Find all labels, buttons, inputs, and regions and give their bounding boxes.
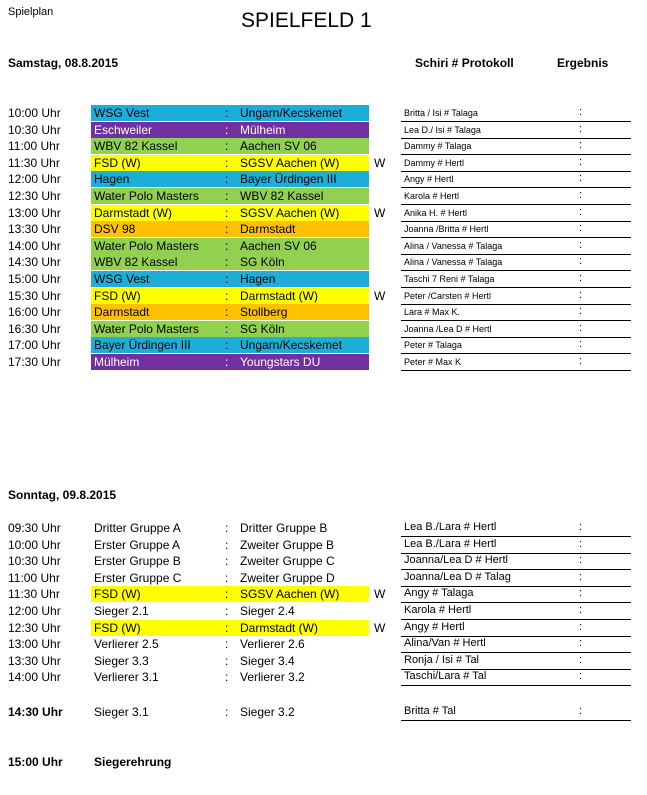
away-team: Zweiter Gruppe C bbox=[240, 554, 335, 569]
result-field: : bbox=[579, 255, 583, 268]
match-time: 10:00 Uhr bbox=[8, 106, 61, 120]
result-field: : bbox=[579, 637, 583, 650]
match-row bbox=[0, 653, 647, 670]
referee-protocol: Karola # Hertl bbox=[404, 191, 460, 201]
home-team: Darmstadt bbox=[94, 305, 150, 320]
result-field: : bbox=[579, 338, 583, 351]
team-separator: : bbox=[225, 705, 229, 719]
match-row bbox=[0, 105, 647, 122]
match-time: 13:30 Uhr bbox=[8, 653, 61, 668]
match-time: 11:30 Uhr bbox=[8, 587, 60, 602]
referee-protocol: Joanna/Lea D # Hertl bbox=[404, 554, 508, 567]
match-time: 16:00 Uhr bbox=[8, 305, 61, 320]
team-separator: : bbox=[225, 189, 229, 203]
referee-protocol: Dammy # Hertl bbox=[404, 157, 465, 168]
match-time: 10:30 Uhr bbox=[8, 554, 61, 569]
away-team: Zweiter Gruppe D bbox=[240, 570, 335, 585]
result-column-header: Ergebnis bbox=[557, 56, 609, 70]
result-field: : bbox=[579, 604, 583, 616]
sunday-heading: Sonntag, 09.8.2015 bbox=[8, 488, 117, 502]
result-field: : bbox=[579, 620, 583, 633]
match-time: 10:00 Uhr bbox=[8, 537, 61, 552]
match-time: 13:30 Uhr bbox=[8, 222, 61, 237]
team-separator: : bbox=[225, 521, 229, 535]
referee-column-header: Schiri # Protokoll bbox=[415, 56, 514, 70]
home-team: Darmstadt (W) bbox=[94, 205, 172, 220]
match-row bbox=[0, 304, 647, 321]
home-team: Hagen bbox=[94, 172, 130, 187]
referee-protocol: Angy # Hertl bbox=[404, 620, 465, 633]
result-field: : bbox=[579, 537, 583, 550]
away-team: SGSV Aachen (W) bbox=[240, 155, 340, 170]
referee-protocol: Taschi 7 Reni # Talaga bbox=[404, 274, 495, 284]
result-field: : bbox=[579, 106, 583, 118]
away-team: SG Köln bbox=[240, 321, 285, 336]
home-team: Erster Gruppe C bbox=[94, 570, 182, 585]
referee-protocol: Lea B./Lara # Hertl bbox=[404, 521, 497, 533]
result-field: : bbox=[579, 554, 583, 567]
referee-protocol: Karola # Hertl bbox=[404, 604, 472, 616]
team-separator: : bbox=[225, 604, 229, 618]
home-team: Verlierer 2.5 bbox=[94, 637, 159, 652]
result-field: : bbox=[579, 155, 583, 168]
match-time: 17:00 Uhr bbox=[8, 338, 61, 353]
result-field: : bbox=[579, 670, 583, 683]
match-row bbox=[0, 586, 647, 603]
match-row bbox=[0, 155, 647, 172]
result-field: : bbox=[579, 305, 583, 318]
match-row bbox=[0, 520, 647, 537]
result-field: : bbox=[579, 272, 583, 284]
referee-protocol: Britta # Tal bbox=[404, 705, 456, 717]
team-separator: : bbox=[225, 238, 229, 253]
match-row bbox=[0, 254, 647, 271]
match-time: 12:30 Uhr bbox=[8, 620, 61, 635]
result-field: : bbox=[579, 172, 583, 185]
away-team: Ungarn/Kecskemet bbox=[240, 338, 343, 353]
match-time: 11:30 Uhr bbox=[8, 155, 60, 170]
away-team: Verlierer 2.6 bbox=[240, 637, 305, 652]
referee-protocol: Joanna /Lea D # Hertl bbox=[404, 323, 492, 334]
team-separator: : bbox=[225, 653, 229, 668]
result-field: : bbox=[579, 238, 583, 251]
home-team: Sieger 3.3 bbox=[94, 653, 149, 668]
match-row bbox=[0, 271, 647, 288]
home-team: Water Polo Masters bbox=[94, 238, 199, 253]
home-team: Dritter Gruppe A bbox=[94, 521, 181, 535]
home-team: Sieger 3.1 bbox=[94, 705, 149, 719]
away-team: WBV 82 Kassel bbox=[240, 189, 324, 203]
result-field: : bbox=[579, 222, 583, 235]
referee-protocol: Ronja / Isi # Tal bbox=[404, 653, 480, 666]
referee-protocol: Anika H. # Hertl bbox=[404, 207, 468, 218]
home-team: FSD (W) bbox=[94, 587, 141, 602]
home-team: WBV 82 Kassel bbox=[94, 139, 178, 154]
match-row bbox=[0, 188, 647, 205]
away-team: Bayer Ürdingen III bbox=[240, 172, 337, 187]
away-team: SGSV Aachen (W) bbox=[240, 587, 340, 602]
match-time: 14:00 Uhr bbox=[8, 670, 61, 685]
result-field: : bbox=[579, 587, 583, 600]
team-separator: : bbox=[225, 155, 229, 170]
team-separator: : bbox=[225, 222, 229, 237]
referee-protocol: Peter /Carsten # Hertl bbox=[404, 290, 492, 301]
match-time: 11:00 Uhr bbox=[8, 139, 60, 154]
referee-protocol: Britta / Isi # Talaga bbox=[404, 108, 478, 118]
home-team: FSD (W) bbox=[94, 155, 141, 170]
match-row bbox=[0, 288, 647, 305]
away-team: Stollberg bbox=[240, 305, 288, 320]
away-team: Zweiter Gruppe B bbox=[240, 537, 335, 552]
ceremony-row bbox=[0, 754, 647, 771]
match-row bbox=[0, 171, 647, 188]
match-time: 14:30 Uhr bbox=[8, 255, 61, 270]
match-row bbox=[0, 620, 647, 637]
home-team: Eschweiler bbox=[94, 122, 153, 137]
away-team: Darmstadt (W) bbox=[240, 288, 318, 303]
away-team: Dritter Gruppe B bbox=[240, 521, 328, 535]
result-field: : bbox=[579, 122, 583, 135]
women-marker: W bbox=[374, 587, 386, 602]
team-separator: : bbox=[225, 570, 229, 585]
home-team: Erster Gruppe A bbox=[94, 537, 181, 552]
team-separator: : bbox=[225, 321, 229, 336]
referee-protocol: Peter # Talaga bbox=[404, 340, 462, 351]
home-team: FSD (W) bbox=[94, 620, 141, 635]
referee-protocol: Joanna/Lea D # Talag bbox=[404, 570, 511, 583]
home-team: Mülheim bbox=[94, 355, 140, 369]
team-separator: : bbox=[225, 554, 229, 569]
team-separator: : bbox=[225, 670, 229, 685]
referee-protocol: Alina/Van # Hertl bbox=[404, 637, 486, 650]
match-time: 15:00 Uhr bbox=[8, 272, 61, 286]
match-row bbox=[0, 205, 647, 222]
away-team: Verlierer 3.2 bbox=[240, 670, 305, 685]
home-team: Water Polo Masters bbox=[94, 321, 199, 336]
team-separator: : bbox=[225, 272, 229, 286]
team-separator: : bbox=[225, 122, 229, 137]
match-time: 11:00 Uhr bbox=[8, 570, 60, 585]
women-marker: W bbox=[374, 155, 386, 170]
match-time: 13:00 Uhr bbox=[8, 205, 61, 220]
home-team: WSG Vest bbox=[94, 106, 150, 120]
referee-protocol: Angy # Talaga bbox=[404, 587, 474, 600]
match-row bbox=[0, 337, 647, 354]
result-field: : bbox=[579, 321, 583, 334]
team-separator: : bbox=[225, 172, 229, 187]
match-row bbox=[0, 321, 647, 338]
match-row bbox=[0, 570, 647, 587]
saturday-heading: Samstag, 08.8.2015 bbox=[8, 56, 119, 70]
match-time: 14:30 Uhr bbox=[8, 705, 63, 719]
result-field: : bbox=[579, 570, 583, 583]
women-marker: W bbox=[374, 205, 386, 220]
referee-protocol: Dammy # Talaga bbox=[404, 141, 472, 152]
away-team: SG Köln bbox=[240, 255, 285, 270]
match-row bbox=[0, 354, 647, 371]
team-separator: : bbox=[225, 106, 229, 120]
team-separator: : bbox=[225, 139, 229, 154]
match-time: 16:30 Uhr bbox=[8, 321, 61, 336]
match-row bbox=[0, 221, 647, 238]
match-time: 17:30 Uhr bbox=[8, 355, 61, 369]
referee-protocol: Angy # Hertl bbox=[404, 174, 454, 185]
women-marker: W bbox=[374, 620, 386, 635]
away-team: Darmstadt (W) bbox=[240, 620, 318, 635]
result-field: : bbox=[579, 139, 583, 152]
team-separator: : bbox=[225, 637, 229, 652]
team-separator: : bbox=[225, 620, 229, 635]
away-team: SGSV Aachen (W) bbox=[240, 205, 340, 220]
home-team: Bayer Ürdingen III bbox=[94, 338, 191, 353]
team-separator: : bbox=[225, 288, 229, 303]
away-team: Aachen SV 06 bbox=[240, 139, 317, 154]
referee-protocol: Peter # Max K bbox=[404, 357, 462, 367]
team-separator: : bbox=[225, 587, 229, 602]
away-team: Darmstadt bbox=[240, 222, 296, 237]
match-time: 10:30 Uhr bbox=[8, 122, 61, 137]
match-time: 13:00 Uhr bbox=[8, 637, 61, 652]
away-team: Ungarn/Kecskemet bbox=[240, 106, 343, 120]
away-team: Aachen SV 06 bbox=[240, 238, 317, 253]
home-team: Erster Gruppe B bbox=[94, 554, 181, 569]
team-separator: : bbox=[225, 355, 229, 369]
home-team: FSD (W) bbox=[94, 288, 141, 303]
away-team: Sieger 3.2 bbox=[240, 705, 295, 719]
home-team: Water Polo Masters bbox=[94, 189, 199, 203]
page-title: SPIELFELD 1 bbox=[241, 9, 372, 32]
team-separator: : bbox=[225, 338, 229, 353]
team-separator: : bbox=[225, 255, 229, 270]
referee-protocol: Alina / Vanessa # Talaga bbox=[404, 240, 503, 251]
result-field: : bbox=[579, 355, 583, 367]
referee-protocol: Lea D./ Isi # Talaga bbox=[404, 124, 481, 135]
referee-protocol: Lea B./Lara # Hertl bbox=[404, 537, 497, 550]
ceremony-time: 15:00 Uhr bbox=[8, 755, 63, 769]
referee-protocol: Lara # Max K. bbox=[404, 307, 461, 318]
referee-protocol: Taschi/Lara # Tal bbox=[404, 670, 487, 683]
home-team: Sieger 2.1 bbox=[94, 604, 149, 618]
result-field: : bbox=[579, 189, 583, 201]
match-time: 15:30 Uhr bbox=[8, 288, 61, 303]
match-row bbox=[0, 636, 647, 653]
team-separator: : bbox=[225, 537, 229, 552]
away-team: Youngstars DU bbox=[240, 355, 321, 369]
final-match-row bbox=[0, 704, 647, 721]
match-row bbox=[0, 138, 647, 155]
match-row bbox=[0, 553, 647, 570]
home-team: WSG Vest bbox=[94, 272, 150, 286]
away-team: Hagen bbox=[240, 272, 276, 286]
away-team: Mülheim bbox=[240, 122, 286, 137]
match-row bbox=[0, 238, 647, 255]
document-label: Spielplan bbox=[8, 6, 54, 18]
result-field: : bbox=[579, 205, 583, 218]
home-team: Verlierer 3.1 bbox=[94, 670, 159, 685]
ceremony-label: Siegerehrung bbox=[94, 755, 172, 769]
match-time: 14:00 Uhr bbox=[8, 238, 61, 253]
referee-protocol: Joanna /Britta # Hertl bbox=[404, 224, 489, 235]
match-time: 09:30 Uhr bbox=[8, 521, 61, 535]
team-separator: : bbox=[225, 205, 229, 220]
match-row bbox=[0, 122, 647, 139]
women-marker: W bbox=[374, 288, 386, 303]
referee-protocol: Alina / Vanessa # Talaga bbox=[404, 257, 503, 268]
result-field: : bbox=[579, 521, 583, 533]
result-field: : bbox=[579, 653, 583, 666]
match-time: 12:30 Uhr bbox=[8, 189, 61, 203]
result-field: : bbox=[579, 288, 583, 301]
match-row bbox=[0, 603, 647, 620]
home-team: DSV 98 bbox=[94, 222, 136, 237]
away-team: Sieger 3.4 bbox=[240, 653, 295, 668]
home-team: WBV 82 Kassel bbox=[94, 255, 178, 270]
match-row bbox=[0, 537, 647, 554]
result-field: : bbox=[579, 705, 583, 717]
away-team: Sieger 2.4 bbox=[240, 604, 295, 618]
team-separator: : bbox=[225, 305, 229, 320]
match-time: 12:00 Uhr bbox=[8, 604, 61, 618]
match-time: 12:00 Uhr bbox=[8, 172, 61, 187]
match-row bbox=[0, 669, 647, 686]
